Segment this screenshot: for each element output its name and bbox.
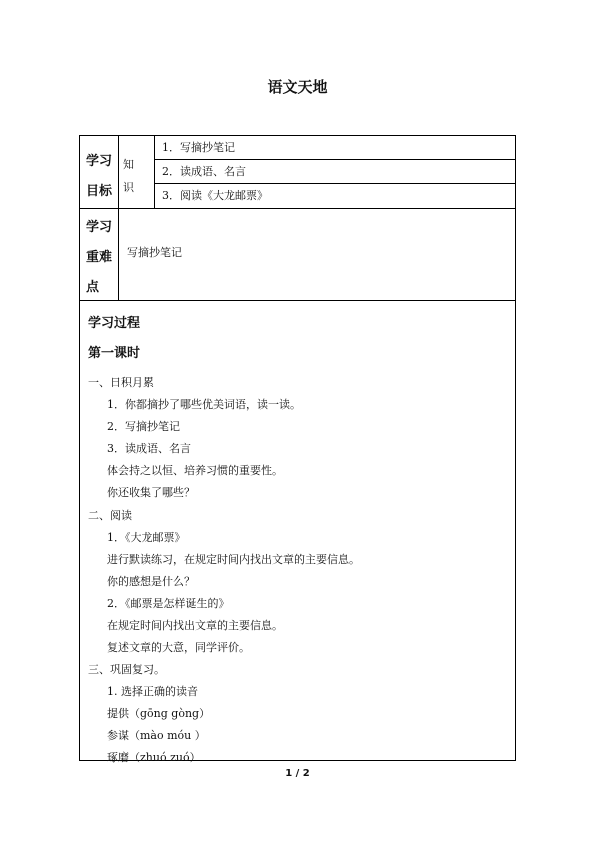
- keypoints-label: [80, 208, 119, 300]
- lesson-heading: 第一课时: [88, 346, 141, 361]
- objectives-label: [80, 136, 119, 208]
- objectives-label-line: 目标: [86, 184, 113, 199]
- page-title: 语文天地: [267, 78, 328, 96]
- process-line: 二、阅读: [88, 509, 132, 522]
- objective-item: 2．读成语、名言: [154, 160, 515, 184]
- process-line: 1．《大龙邮票》: [107, 531, 186, 544]
- objectives-sublabel-line: 识: [123, 181, 134, 194]
- objectives-list: [154, 136, 515, 208]
- process-line: 体会持之以恒、培养习惯的重要性。: [107, 464, 283, 477]
- process-line: 1. 选择正确的读音: [107, 685, 198, 698]
- process-line: 一、日积月累: [88, 376, 154, 389]
- objective-item: 1．写摘抄笔记: [154, 136, 515, 160]
- process-line: 2．写摘抄笔记: [107, 420, 180, 433]
- process-line: 1．你都摘抄了哪些优美词语，读一读。: [107, 398, 301, 411]
- lesson-plan-table: [79, 135, 516, 764]
- objectives-sublabel: [118, 136, 155, 208]
- keypoints-label-line: 重难: [86, 250, 113, 265]
- objectives-sublabel-line: 知: [123, 158, 134, 171]
- process-line: 参谋（mào móu ）: [107, 729, 206, 742]
- keypoints-row: [80, 208, 515, 301]
- process-line: 你还收集了哪些？: [107, 486, 195, 499]
- process-line: 你的感想是什么？: [107, 575, 195, 588]
- process-line: 琢磨（zhuó zuó）: [107, 751, 201, 764]
- process-heading: 学习过程: [88, 316, 141, 331]
- process-line: 进行默读练习，在规定时间内找出文章的主要信息。: [107, 553, 360, 566]
- process-line: 在规定时间内找出文章的主要信息。: [107, 619, 283, 632]
- objectives-row: [80, 136, 515, 209]
- keypoints-text: 写摘抄笔记: [127, 246, 182, 259]
- objective-item: 3．阅读《大龙邮票》: [162, 189, 268, 202]
- objectives-label-line: 学习: [86, 154, 113, 169]
- keypoints-label-line: 点: [86, 280, 100, 295]
- process-line: 3．读成语、名言: [107, 442, 191, 455]
- process-line: 三、巩固复习。: [88, 663, 165, 676]
- process-line: 提供（gōng gòng）: [107, 707, 211, 720]
- keypoints-label-line: 学习: [86, 220, 113, 235]
- process-line: 2．《邮票是怎样诞生的》: [107, 597, 230, 610]
- process-line: 复述文章的大意，同学评价。: [107, 641, 250, 654]
- page-number: 1 / 2: [285, 768, 310, 779]
